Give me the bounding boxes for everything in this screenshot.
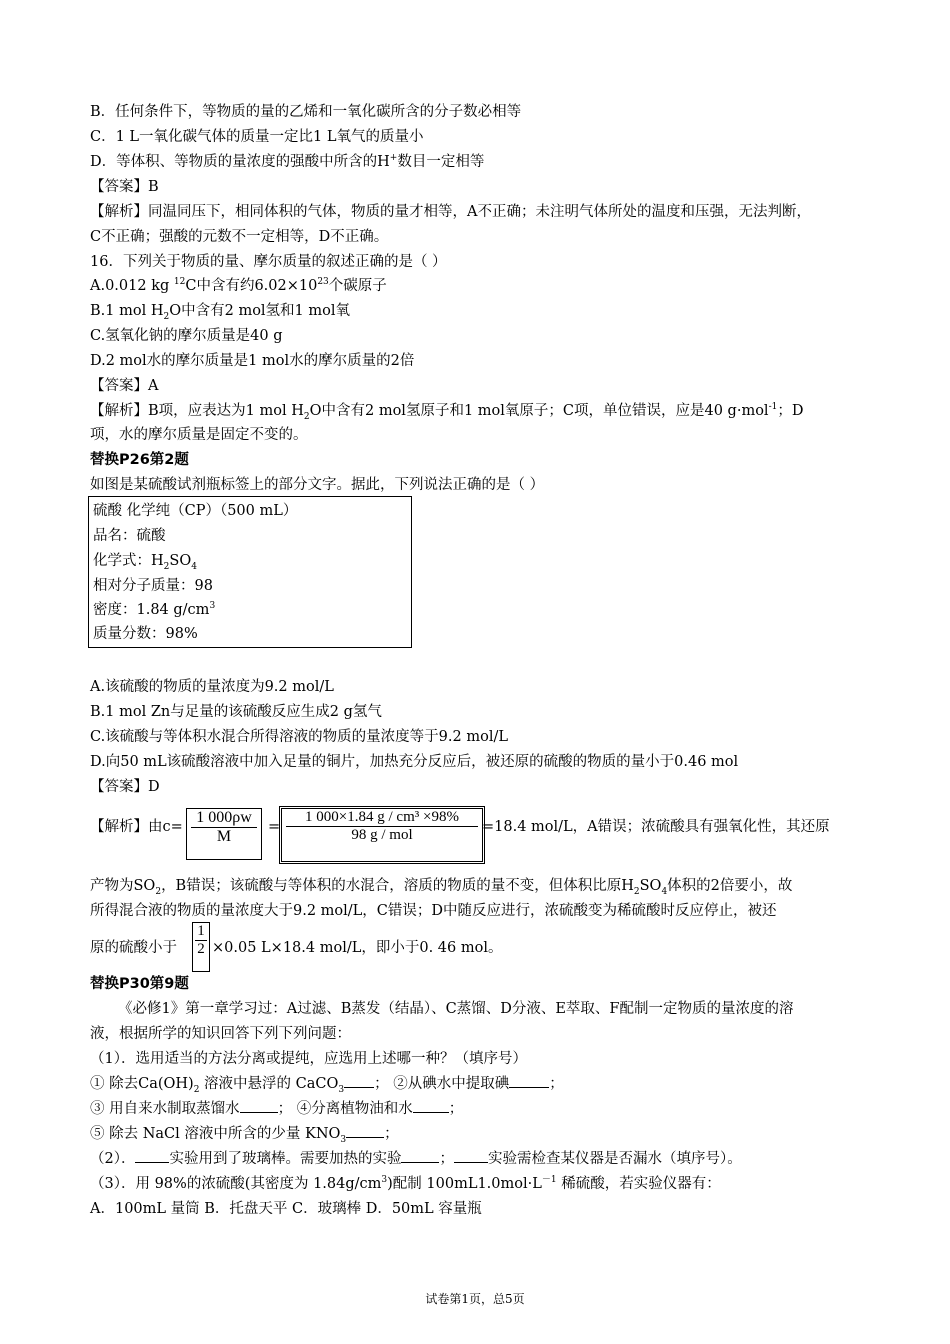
- section-heading: 替换P30第9题: [90, 976, 189, 992]
- label-row: 化学式：$H_2SO_4$: [93, 553, 197, 572]
- explanation-line: 项，水的摩尔质量是固定不变的。: [90, 427, 308, 443]
- subquestion-2: （2）． 实验用到了玻璃棒。需要加热的实验 ； 实验需检查某仪器是否漏水（填序号）。: [90, 1151, 742, 1167]
- label-row: 硫酸 化学纯（CP）（500 mL）: [93, 503, 298, 519]
- answer-blank[interactable]: [413, 1112, 449, 1113]
- answer-blank[interactable]: [454, 1162, 488, 1163]
- label-row: 质量分数：98%: [93, 626, 198, 642]
- explanation-line: 所得混合液的物质的量浓度大于9.2 mol/L，C错误；D中随反应进行，浓硫酸变为稀硫酸时反应停止，被还: [90, 903, 777, 919]
- answer-blank[interactable]: [135, 1162, 169, 1163]
- fraction-denominator: M: [216, 828, 232, 845]
- item-line: ③ 用自来水制取蒸馏水 ； ④分离植物油和水 ；: [90, 1101, 464, 1117]
- item-line: ① 除去$Ca(OH)_2$ 溶液中悬浮的 CaCO$_3$ ； ②从碘水中提取碘 ；: [90, 1076, 564, 1095]
- option-d-line: D.2 mol水的摩尔质量是1 mol水的摩尔质量的2倍: [90, 353, 415, 369]
- subquestion-1: （1）．选用适当的方法分离或提纯，应选用上述哪一种？（填序号）: [90, 1051, 527, 1067]
- explanation-prefix: 【解析】由c=: [90, 819, 183, 835]
- option-c-line: C．1 L一氧化碳气体的质量一定比1 L氧气的质量小: [90, 129, 424, 145]
- reagent-label-box: [88, 496, 412, 648]
- instrument-options: A．100mL 量筒 B．托盘天平 C．玻璃棒 D．50mL 容量瓶: [90, 1201, 482, 1217]
- answer-line: 【答案】A: [90, 378, 159, 394]
- item-line: ⑤ 除去 NaCl 溶液中所含的少量 $KNO_3$ ；: [90, 1126, 399, 1145]
- explanation-line: 【解析】B项，应表达为1 mol $H_2O$中含有2 mol氢原子和1 mol氧原子；C项，单位错误，应是40 g·mol$^{-1}$；D: [90, 402, 804, 422]
- answer-blank[interactable]: [240, 1112, 278, 1113]
- explanation-line: 原的硫酸小于: [90, 940, 177, 956]
- option-d-line: D.向50 mL该硫酸溶液中加入足量的铜片，加热充分反应后，被还原的硫酸的物质的量小于0.46 mol: [90, 754, 739, 770]
- label-row: 密度：1.84 $g/cm^3$: [93, 601, 216, 618]
- page-footer: 试卷第1页，总5页: [425, 1292, 525, 1306]
- answer-blank[interactable]: [401, 1162, 439, 1163]
- question-text: 如图是某硫酸试剂瓶标签上的部分文字。据此，下列说法正确的是（ ）: [90, 477, 545, 493]
- explanation-line: C不正确；强酸的元数不一定相等，D不正确。: [90, 229, 389, 245]
- fraction-numerator: 1 000×1.84 g / cm³ ×98%: [286, 809, 478, 827]
- equals-sign: =: [268, 819, 281, 835]
- fraction-formula: [186, 808, 262, 860]
- answer-line: 【答案】B: [90, 179, 159, 195]
- question-16: 16．下列关于物质的量、摩尔质量的叙述正确的是（ ）: [90, 254, 447, 270]
- explanation-line: ×0.05 L×18.4 mol/L，即小于0. 46 mol。: [212, 940, 503, 956]
- section-heading: 替换P26第2题: [90, 452, 189, 468]
- option-d-line: D．等体积、等物质的量浓度的强酸中所含的H+数目一定相等: [90, 153, 485, 170]
- question-text: 《必修1》第一章学习过：A过滤、B蒸发（结晶）、C蒸馏、D分液、E萃取、F配制一定物质的量浓度的溶: [118, 1001, 794, 1017]
- option-a-line: A.该硫酸的物质的量浓度为9.2 mol/L: [90, 679, 334, 695]
- label-row: 相对分子质量：98: [93, 578, 213, 594]
- answer-blank[interactable]: [346, 1137, 384, 1138]
- question-text: 液，根据所学的知识回答下列下列问题：: [90, 1026, 351, 1042]
- fraction-denominator: 2: [197, 941, 205, 957]
- subquestion-3: （3）．用 98%的浓硫酸(其密度为 $1.84g/cm^3$)配制 $100mL1.0mol\cdot L^{-1}$ 稀硫酸，若实验仪器有：: [90, 1175, 721, 1192]
- option-c-line: C.氢氧化钠的摩尔质量是40 g: [90, 328, 283, 344]
- option-b-line: B．任何条件下，等物质的量的乙烯和一氧化碳所含的分子数必相等: [90, 104, 522, 120]
- fraction-formula: [279, 806, 485, 864]
- fraction-numerator: 1 000ρw: [191, 809, 257, 828]
- fraction-formula: [192, 922, 210, 972]
- explanation-line: 产物为$SO_2$，B错误；该硫酸与等体积的水混合，溶质的物质的量不变，但体积比原$H_2SO_4$体积的2倍要小，故: [90, 878, 793, 897]
- option-a-line: A.0.012 kg $^{12}$C中含有约$6.02\times 10^{23}$个碳原子: [90, 277, 387, 294]
- fraction-denominator: 98 g / mol: [351, 827, 413, 843]
- option-b-line: B.1 mol Zn与足量的该硫酸反应生成2 g氢气: [90, 704, 382, 720]
- option-b-line: B.1 mol $H_2O$中含有2 mol氢和1 mol氧: [90, 303, 351, 322]
- fraction-numerator: 1: [195, 923, 207, 941]
- label-row: 品名：硫酸: [93, 528, 166, 544]
- answer-blank[interactable]: [509, 1087, 549, 1088]
- explanation-line: =18.4 mol/L，A错误；浓硫酸具有强氧化性，其还原: [482, 819, 830, 835]
- explanation-line: 【解析】同温同压下，相同体积的气体，物质的量才相等，A不正确；未注明气体所处的温度和压强，无法判断，: [90, 204, 811, 220]
- option-c-line: C.该硫酸与等体积水混合所得溶液的物质的量浓度等于9.2 mol/L: [90, 729, 508, 745]
- answer-blank[interactable]: [344, 1087, 374, 1088]
- answer-line: 【答案】D: [90, 779, 160, 795]
